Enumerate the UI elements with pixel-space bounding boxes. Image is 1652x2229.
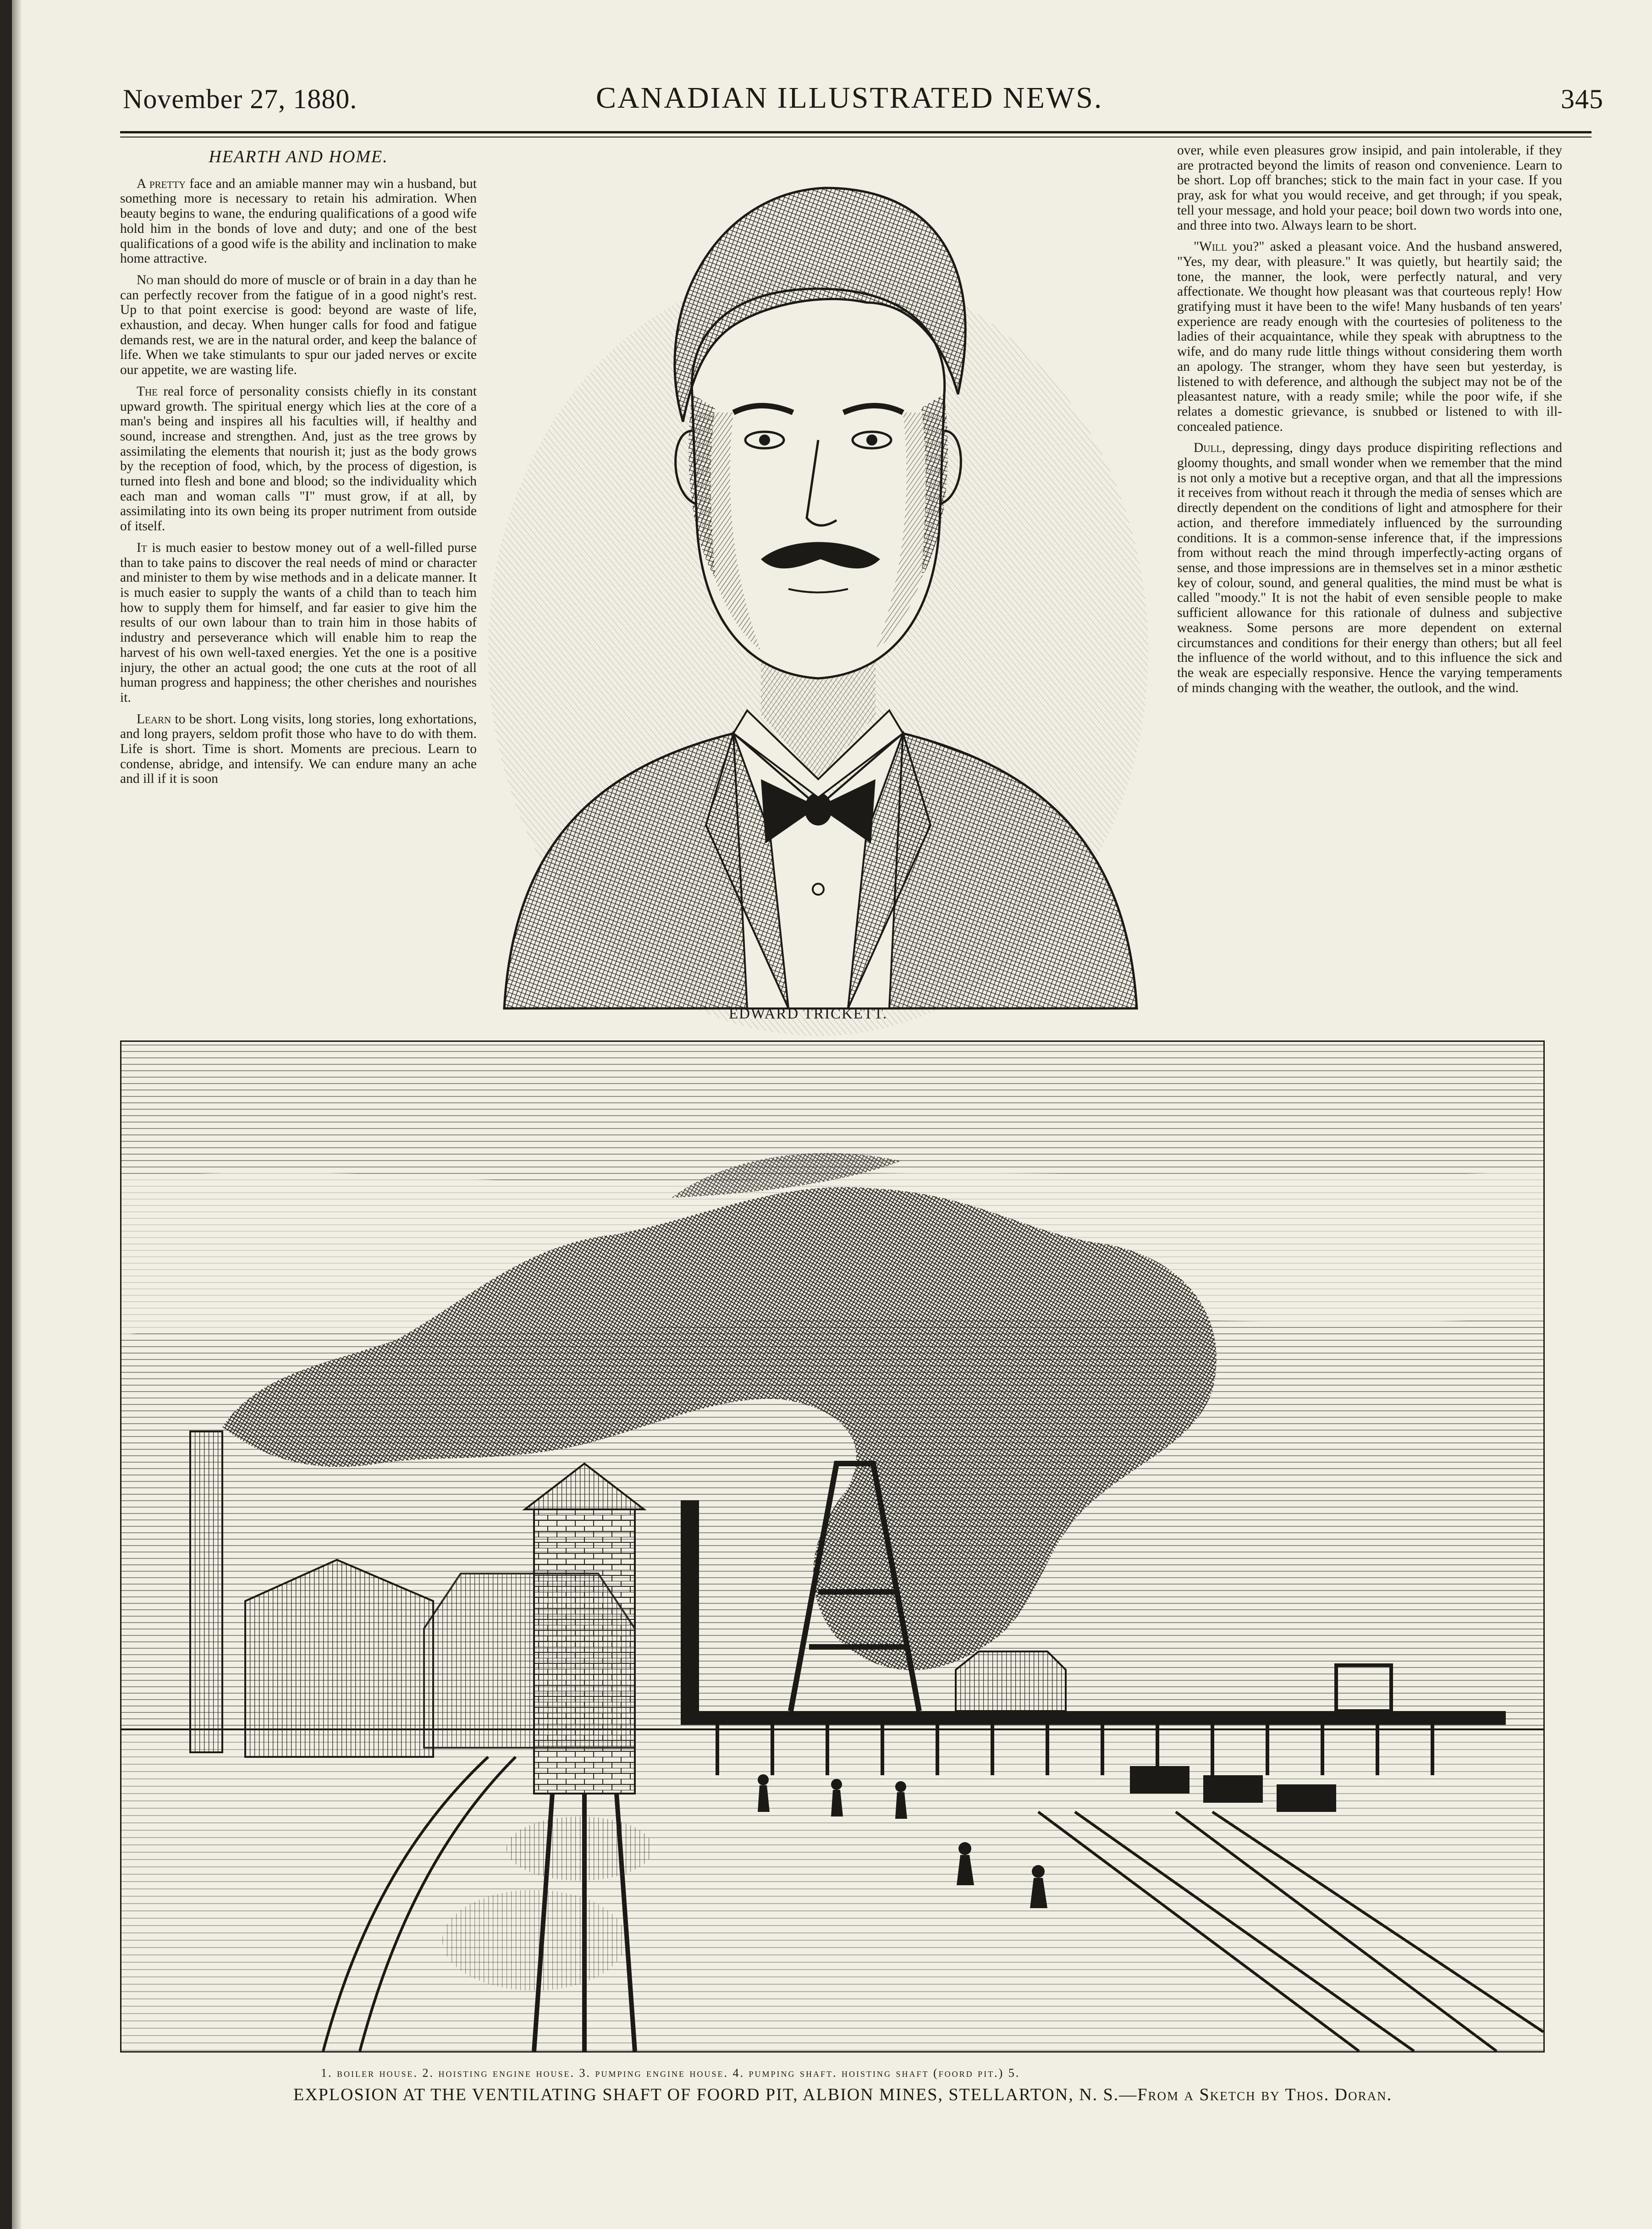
paragraph-lead: No	[137, 272, 154, 287]
article-column-right	[1177, 143, 1562, 1014]
paragraph-text: real force of personality consists chiefly in its constant upward growth. The spiritual energy which lies at the core of a man's being and inspires all his faculties will, if healthy and sound, increase and strengthen. And, just as the tree grows by assimilating the elements that nourish it; just as the body grows by the reception of food, which, by the process of digestion, is turned into flesh and bone and blood; so the individuality which each man and woman calls "I" must grow, if at all, by assimilating into its own being its proper nutriment from outside of itself.	[120, 384, 477, 534]
paragraph-text: over, while even pleasures grow insipid, and pain intolerable, if they are protracted beyond the limits of reason ond convenience. Learn to be short. Lop off branches; stick to the main fact in your case. If you pray, ask for what you would receive, and get through; if you speak, tell your message, and hold your peace; boil down two words into one, and three into two. Always learn to be short.	[1177, 143, 1562, 233]
header-rule	[120, 131, 1591, 133]
paragraph-text: you?" asked a pleasant voice. And the husband answered, "Yes, my dear, with pleasure." It was quietly, but heartily said; the tone, the manner, the look, were perfectly natural, and very affectionate. We thought how pleasant was that courteous reply! How gratifying must it have been to the wife! Many husbands of ten years' experience are ready enough with the courtesies of politeness to the ladies of their acquaintance, while they speak with abruptness to the wife, and do many rude little things without considering them worth an apology. The stranger, whom they have seen but yesterday, is listened to with deference, and although the subject may not be of the pleasantest nature, with a ready smile; while the poor wife, if she relates a domestic grievance, is snubbed or listened to with ill-concealed patience.	[1177, 239, 1562, 434]
paragraph-lead: It	[137, 540, 147, 555]
paragraph-text: is much easier to bestow money out of a well-filled purse than to take pains to discover the real needs of mind or character and minister to them by wise methods and in a delicate manner. It is much easier to supply the wants of a child than to teach him how to supply them for himself, and far easier to give him the results of our own labour than to train him in those habits of industry and perseverance which will enable him to reap the harvest of his own well-taxed energies. Yet the one is a positive injury, the other an actual good; the one cuts at the root of all human progress and happiness; the other cherishes and nourishes it.	[120, 540, 477, 705]
paragraph-text: depressing, dingy days produce dispiriting reflections and gloomy thoughts, and small wonder when we remember that the mind is not only a motive but a receptive organ, and that all the impressions it receives from without reach it through the media of senses which are directly dependent on the conditions of light and atmosphere for their action, and therefore immediately influenced by the surrounding conditions. It is a common-sense inference that, if the impressions from without reach the mind through imperfectly-acting organs of sense, and those impressions are in themselves set in a minor æsthetic key of colour, sound, and general qualities, the mind must be what is called "moody." It is not the habit of even sensible people to make sufficient allowance for this rationale of dulness and subjective weakness. Some persons are more dependent on external circumstances and conditions for their energy than others; but all feel the influence of the world without, and to this influence the sick and the weak are especially responsive. Hence the varying temperaments of minds changing with the weather, the outlook, and the wind.	[1177, 440, 1562, 695]
binding-edge	[0, 0, 12, 2229]
paragraph-lead: Dull,	[1194, 440, 1226, 456]
colliery-engraving-frame	[120, 1040, 1545, 2053]
colliery-explosion-engraving	[121, 1042, 1543, 2051]
article-paragraph	[1177, 143, 1562, 233]
paragraph-lead: "Will	[1194, 239, 1227, 254]
section-heading: HEARTH AND HOME.	[209, 147, 388, 166]
engraving-title	[293, 2085, 1392, 2105]
paragraph-lead: A pretty	[137, 176, 186, 191]
article-paragraph	[120, 540, 477, 705]
paragraph-text: to be short. Long visits, long stories, long exhortations, and long prayers, seldom profit those who have to do with them. Life is short. Time is short. Moments are precious. Learn to condense, abridge, and intensify. We can endure many an ache and ill if it is soon	[120, 711, 477, 787]
paragraph-text: man should do more of muscle or of brain in a day than he can perfectly recover from the fatigue of in a good night's rest. Up to that point exercise is good: beyond are waste of life, exhaustion, and decay. When hunger calls for food and fatigue demands rest, we are in the natural order, and keep the balance of life. When we take stimulants to spur our jaded nerves or excite our appetite, we are wasting life.	[120, 272, 477, 378]
article-paragraph	[1177, 239, 1562, 434]
article-paragraph	[120, 384, 477, 534]
article-column-left	[120, 143, 477, 1014]
page-number: 345	[1561, 84, 1603, 114]
binding-shadow	[12, 0, 22, 2229]
article-paragraph	[120, 273, 477, 378]
engraving-credit: From a Sketch by Thos. Doran.	[1137, 2085, 1393, 2104]
article-paragraph	[1177, 440, 1562, 695]
paragraph-lead: The	[137, 384, 158, 399]
paragraph-text: face and an amiable manner may win a husband, but something more is necessary to retain his admiration. When beauty begins to wane, the enduring qualifications of a good wife hold him in the bonds of love and duty; and one of the best qualifications of a good wife is the ability and inclination to make home attractive.	[120, 176, 477, 266]
portrait-engraving	[477, 138, 1160, 1036]
paragraph-lead: Learn	[137, 711, 171, 726]
portrait-caption: EDWARD TRICKETT.	[729, 1006, 888, 1022]
engraving-title-text: EXPLOSION AT THE VENTILATING SHAFT OF FOORD PIT, ALBION MINES, STELLARTON, N. S.—	[293, 2085, 1138, 2104]
masthead: CANADIAN ILLUSTRATED NEWS.	[596, 81, 1103, 115]
issue-date: November 27, 1880.	[123, 84, 358, 114]
article-paragraph	[120, 176, 477, 266]
article-paragraph	[120, 712, 477, 787]
engraving-key-caption: 1. boiler house. 2. hoisting engine house. 3. pumping engine house. 4. pumping shaft. hoisting shaft (foord pit.) 5.	[321, 2066, 1020, 2080]
